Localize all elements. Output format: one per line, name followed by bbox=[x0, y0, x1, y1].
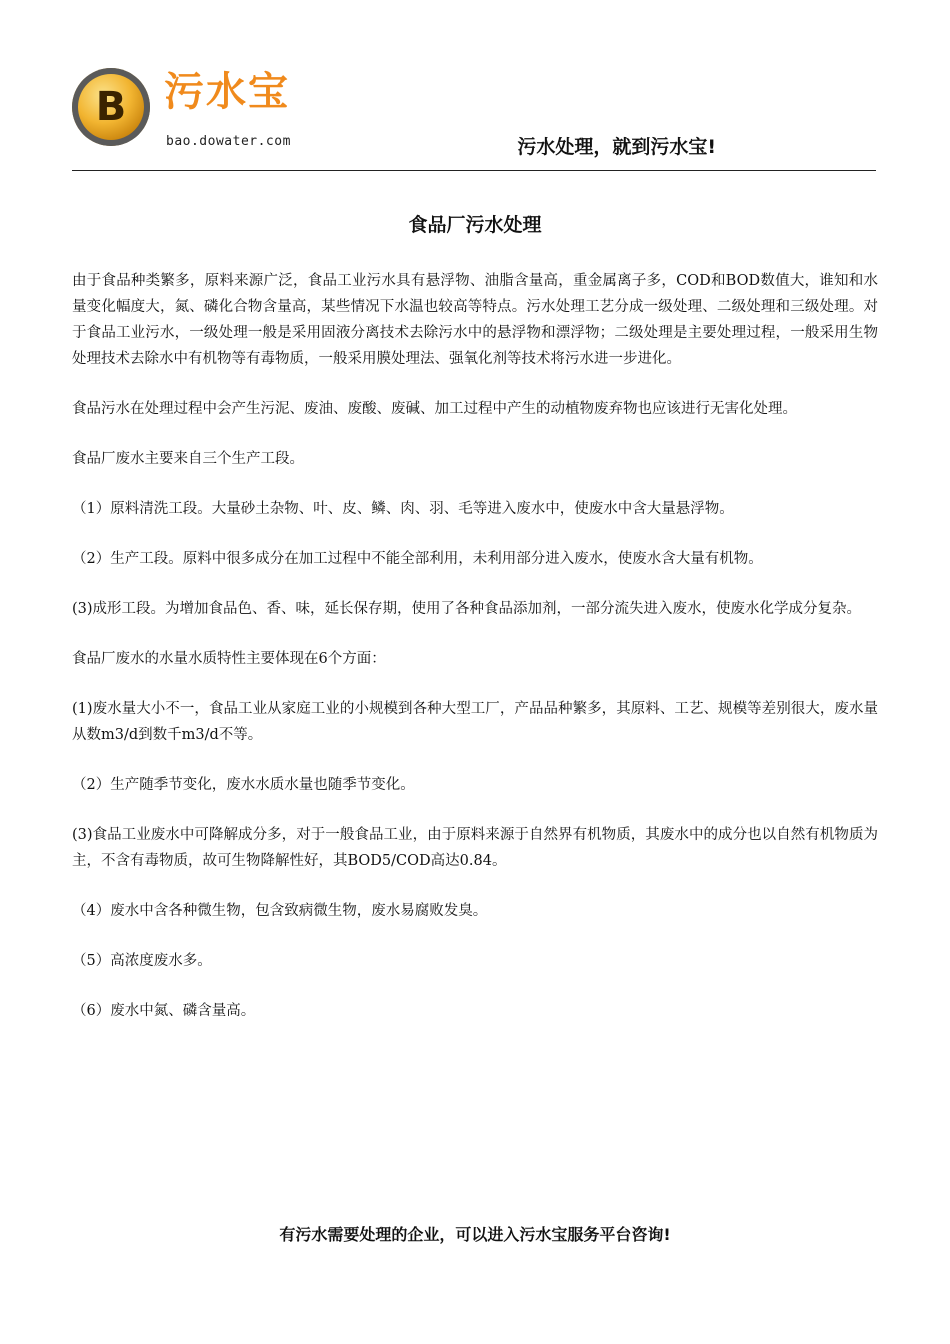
header-slogan: 污水处理，就到污水宝! bbox=[517, 136, 716, 158]
paragraph: 食品厂废水主要来自三个生产工段。 bbox=[72, 451, 304, 467]
page-header bbox=[72, 62, 876, 172]
paragraph: 食品厂废水的水量水质特性主要体现在6个方面： bbox=[72, 651, 386, 667]
paragraph: （2）生产随季节变化，废水水质水量也随季节变化。 bbox=[72, 777, 415, 793]
logo-url: bao.dowater.com bbox=[166, 134, 291, 149]
paragraph: （5）高浓度废水多。 bbox=[72, 953, 212, 969]
paragraph: (1)废水量大小不一，食品工业从家庭工业的小规模到各种大型工厂，产品品种繁多，其原料、工艺、规模等差别很大，废水量从数m3/d到数千m3/d不等。 bbox=[72, 701, 878, 743]
paragraph: 由于食品种类繁多，原料来源广泛，食品工业污水具有悬浮物、油脂含量高，重金属离子多，COD和BOD数值大，谁知和水量变化幅度大，氮、磷化合物含量高，某些情况下水温也较高等特点。污水处理工艺分成一级处理、二级处理和三级处理。对于食品工业污水，一级处理一般是采用固液分离技术去除污水中的悬浮物和漂浮物；二级处理是主要处理过程，一般采用生物处理技术去除水中有机物等有毒物质，一般采用膜处理法、强氧化剂等技术将污水进一步进化。 bbox=[72, 273, 878, 367]
document-body bbox=[72, 268, 878, 1048]
paragraph: （2）生产工段。原料中很多成分在加工过程中不能全部利用，未利用部分进入废水，使废水含大量有机物。 bbox=[72, 551, 763, 567]
logo-name: 污水宝 bbox=[164, 69, 290, 115]
paragraph: （1）原料清洗工段。大量砂土杂物、叶、皮、鳞、肉、羽、毛等进入废水中，使废水中含大量悬浮物。 bbox=[72, 501, 734, 517]
header-divider bbox=[72, 170, 876, 171]
paragraph: (3)成形工段。为增加食品色、香、味，延长保存期，使用了各种食品添加剂，一部分流失进入废水，使废水化学成分复杂。 bbox=[72, 601, 862, 617]
paragraph: （4）废水中含各种微生物，包含致病微生物，废水易腐败发臭。 bbox=[72, 903, 488, 919]
paragraph: (3)食品工业废水中可降解成分多，对于一般食品工业，由于原料来源于自然界有机物质，其废水中的成分也以自然有机物质为主，不含有毒物质，故可生物降解性好，其BOD5/COD高达0.84。 bbox=[72, 827, 878, 869]
footer-note: 有污水需要处理的企业，可以进入污水宝服务平台咨询! bbox=[279, 1225, 671, 1244]
logo-badge bbox=[72, 68, 150, 146]
logo-letter: B bbox=[95, 84, 127, 130]
page-title: 食品厂污水处理 bbox=[408, 214, 542, 236]
paragraph: （6）废水中氮、磷含量高。 bbox=[72, 1003, 256, 1019]
paragraph: 食品污水在处理过程中会产生污泥、废油、废酸、废碱、加工过程中产生的动植物废弃物也应该进行无害化处理。 bbox=[72, 401, 797, 417]
